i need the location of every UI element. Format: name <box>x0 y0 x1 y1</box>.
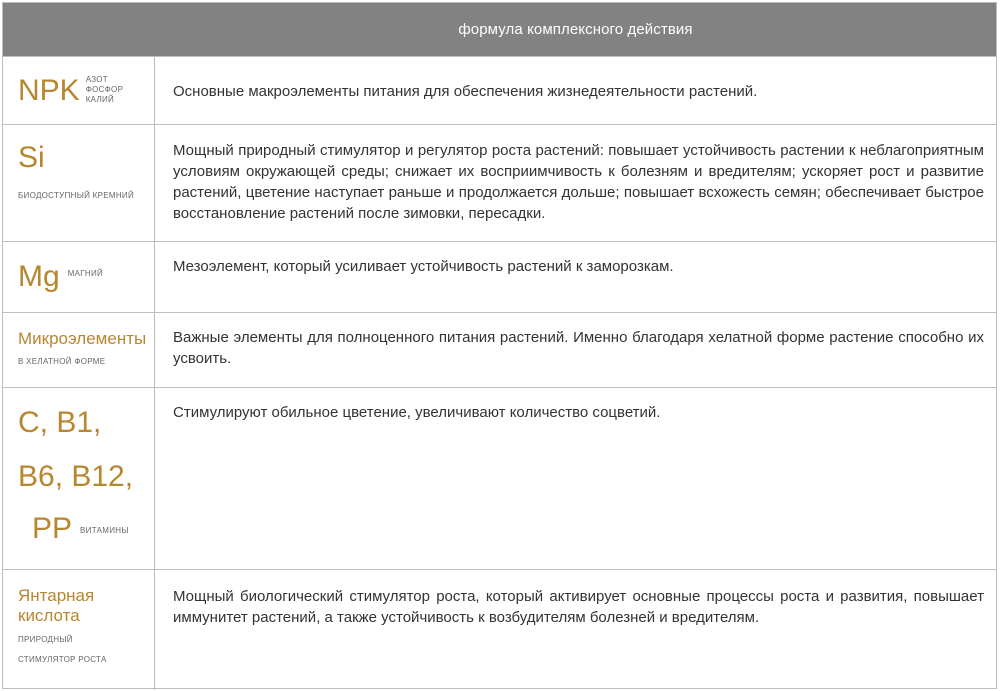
element-cell <box>3 125 155 241</box>
table-title: формула комплексного действия <box>458 21 693 38</box>
element-name-line: B6, B12, <box>18 460 134 493</box>
description-cell: Мощный природный стимулятор и регулятор роста растений: повышает устойчивость растении к неблагоприятным условиям окружающей среды; снижает их восприимчивость к болезням и вредителям; ускоряет рост и развитие растений, цветение наступает раньше и продолжается дольше; повышает всхожесть семян; обеспечивает быстрое восстановление растений после зимовки, пересадки. <box>173 142 984 222</box>
element-cell <box>3 242 155 312</box>
element-sub-line: ФОСФОР <box>85 84 124 94</box>
description-cell: Важные элементы для полноценного питания растений. Именно благодаря хелатной форме растение способно их усвоить. <box>173 329 984 367</box>
element-name: Mg <box>18 260 60 293</box>
element-cell <box>3 57 155 124</box>
table-header <box>3 3 996 57</box>
description-cell: Мезоэлемент, который усиливает устойчивость растений к заморозкам. <box>173 258 674 275</box>
description-cell: Стимулируют обильное цветение, увеличивают количество соцветий. <box>173 404 661 421</box>
description-cell: Основные макроэлементы питания для обеспечения жизнедеятельности растений. <box>173 83 758 100</box>
element-sub: БИОДОСТУПНЫЙ КРЕМНИЙ <box>18 191 135 200</box>
element-name-line: PP <box>32 512 73 545</box>
element-sub: ВИТАМИНЫ <box>80 526 129 535</box>
element-name: Si <box>18 141 45 174</box>
element-sub: В ХЕЛАТНОЙ ФОРМЕ <box>18 357 106 367</box>
element-sub: МАГНИЙ <box>67 269 104 278</box>
formula-table <box>2 2 997 689</box>
table-row <box>3 57 996 125</box>
table-row <box>3 242 996 313</box>
element-sub-line: СТИМУЛЯТОР РОСТА <box>18 654 107 664</box>
element-cell <box>3 388 155 569</box>
description-cell: Мощный биологический стимулятор роста, который активирует основные процессы роста и развития, повышает иммунитет растений, а также устойчивость к возбудителям болезней и вредителям. <box>173 588 984 626</box>
element-sub-line: АЗОТ <box>85 74 108 84</box>
element-cell <box>3 570 155 690</box>
table-row <box>3 313 996 388</box>
element-name: Микроэлементы <box>18 329 147 348</box>
table-row <box>3 570 996 690</box>
element-name-line: Янтарная <box>18 586 95 605</box>
element-sub-line: КАЛИЙ <box>85 94 115 104</box>
table-row <box>3 388 996 570</box>
element-cell <box>3 313 155 387</box>
header-spacer <box>3 3 155 56</box>
element-name-line: кислота <box>18 606 80 626</box>
element-name-line: C, B1, <box>18 406 102 439</box>
element-sub-line: ПРИРОДНЫЙ <box>18 634 73 644</box>
table-row <box>3 125 996 242</box>
element-name-row <box>32 514 154 544</box>
element-sub <box>86 75 124 105</box>
element-name: NPK <box>18 73 80 107</box>
